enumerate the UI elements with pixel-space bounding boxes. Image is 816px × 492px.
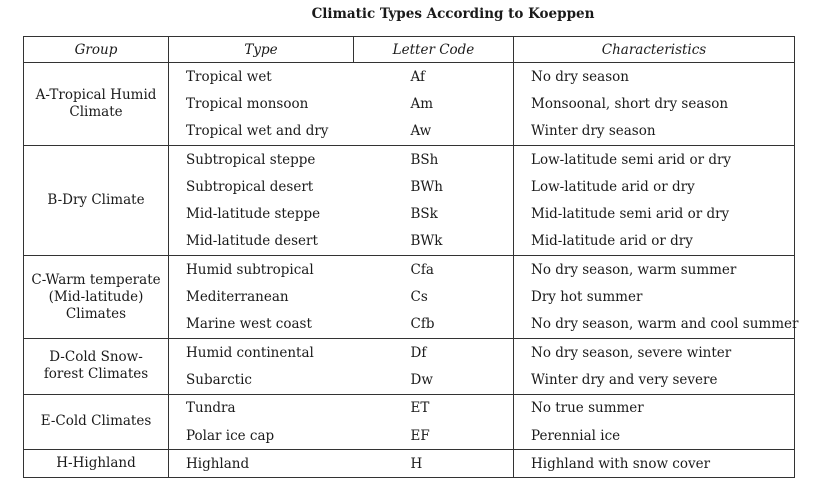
characteristics-cell: Perennial ice xyxy=(514,422,795,450)
group-cell: C-Warm temperate (Mid-latitude) Climates xyxy=(24,256,169,339)
table-row xyxy=(24,450,795,478)
group-cell: A-Tropical Humid Climate xyxy=(24,63,169,146)
characteristics-cell: No dry season xyxy=(514,63,795,91)
group-cell: B-Dry Climate xyxy=(24,145,169,255)
table-row xyxy=(24,394,795,422)
characteristics-cell: No dry season, warm summer xyxy=(514,256,795,284)
letter-code-cell: Dw xyxy=(354,366,514,394)
letter-code-cell: BSh xyxy=(354,145,514,173)
table-row xyxy=(24,256,795,284)
characteristics-cell: Mid-latitude semi arid or dry xyxy=(514,200,795,227)
table-row xyxy=(24,145,795,173)
type-cell: Humid subtropical xyxy=(169,256,354,284)
characteristics-cell: No true summer xyxy=(514,394,795,422)
letter-code-cell: EF xyxy=(354,422,514,450)
characteristics-cell: Low-latitude semi arid or dry xyxy=(514,145,795,173)
letter-code-cell: BWh xyxy=(354,173,514,200)
type-cell: Mid-latitude desert xyxy=(169,228,354,256)
letter-code-cell: H xyxy=(354,450,514,478)
characteristics-cell: Winter dry season xyxy=(514,118,795,146)
letter-code-cell: BWk xyxy=(354,228,514,256)
table-title: Climatic Types According to Koeppen xyxy=(311,6,595,22)
characteristics-cell: Mid-latitude arid or dry xyxy=(514,228,795,256)
type-cell: Marine west coast xyxy=(169,311,354,339)
header-type: Type xyxy=(169,37,354,63)
letter-code-cell: Aw xyxy=(354,118,514,146)
letter-code-cell: Cfb xyxy=(354,311,514,339)
letter-code-cell: Af xyxy=(354,63,514,91)
header-row xyxy=(24,37,795,63)
group-cell: E-Cold Climates xyxy=(24,394,169,450)
characteristics-cell: Winter dry and very severe xyxy=(514,366,795,394)
letter-code-cell: Df xyxy=(354,338,514,366)
type-cell: Tropical wet and dry xyxy=(169,118,354,146)
type-cell: Subarctic xyxy=(169,366,354,394)
type-cell: Tropical monsoon xyxy=(186,95,309,112)
characteristics-cell: No dry season, severe winter xyxy=(514,338,795,366)
header-characteristics: Characteristics xyxy=(514,37,795,63)
type-cell: Highland xyxy=(169,450,354,478)
group-cell: H-Highland xyxy=(24,450,169,478)
type-cell: Subtropical steppe xyxy=(169,145,354,173)
type-cell: Tropical wet xyxy=(169,63,354,91)
characteristics-cell: Monsoonal, short dry season xyxy=(514,90,795,117)
type-cell: Mid-latitude steppe xyxy=(186,206,321,223)
table-body xyxy=(24,63,799,478)
table-row xyxy=(24,63,795,91)
type-cell: Tundra xyxy=(169,394,354,422)
letter-code-cell: ET xyxy=(354,394,514,422)
letter-code-cell: Cs xyxy=(354,283,514,310)
characteristics-cell: No dry season, warm and cool summer xyxy=(514,311,795,339)
header-group: Group xyxy=(24,37,169,63)
type-cell: Mediterranean xyxy=(186,289,289,306)
koeppen-table xyxy=(23,36,799,478)
letter-code-cell: BSk xyxy=(354,200,514,227)
type-cell: Humid continental xyxy=(169,338,354,366)
letter-code-cell: Am xyxy=(354,90,514,117)
characteristics-cell: Low-latitude arid or dry xyxy=(514,173,795,200)
characteristics-cell: Dry hot summer xyxy=(514,283,795,310)
type-cell: Polar ice cap xyxy=(169,422,354,450)
characteristics-cell: Highland with snow cover xyxy=(514,450,795,478)
group-cell: D-Cold Snow-forest Climates xyxy=(24,338,169,394)
table-row xyxy=(24,338,795,366)
letter-code-cell: Cfa xyxy=(354,256,514,284)
header-letter-code: Letter Code xyxy=(354,37,514,63)
type-cell: Subtropical desert xyxy=(186,178,314,195)
